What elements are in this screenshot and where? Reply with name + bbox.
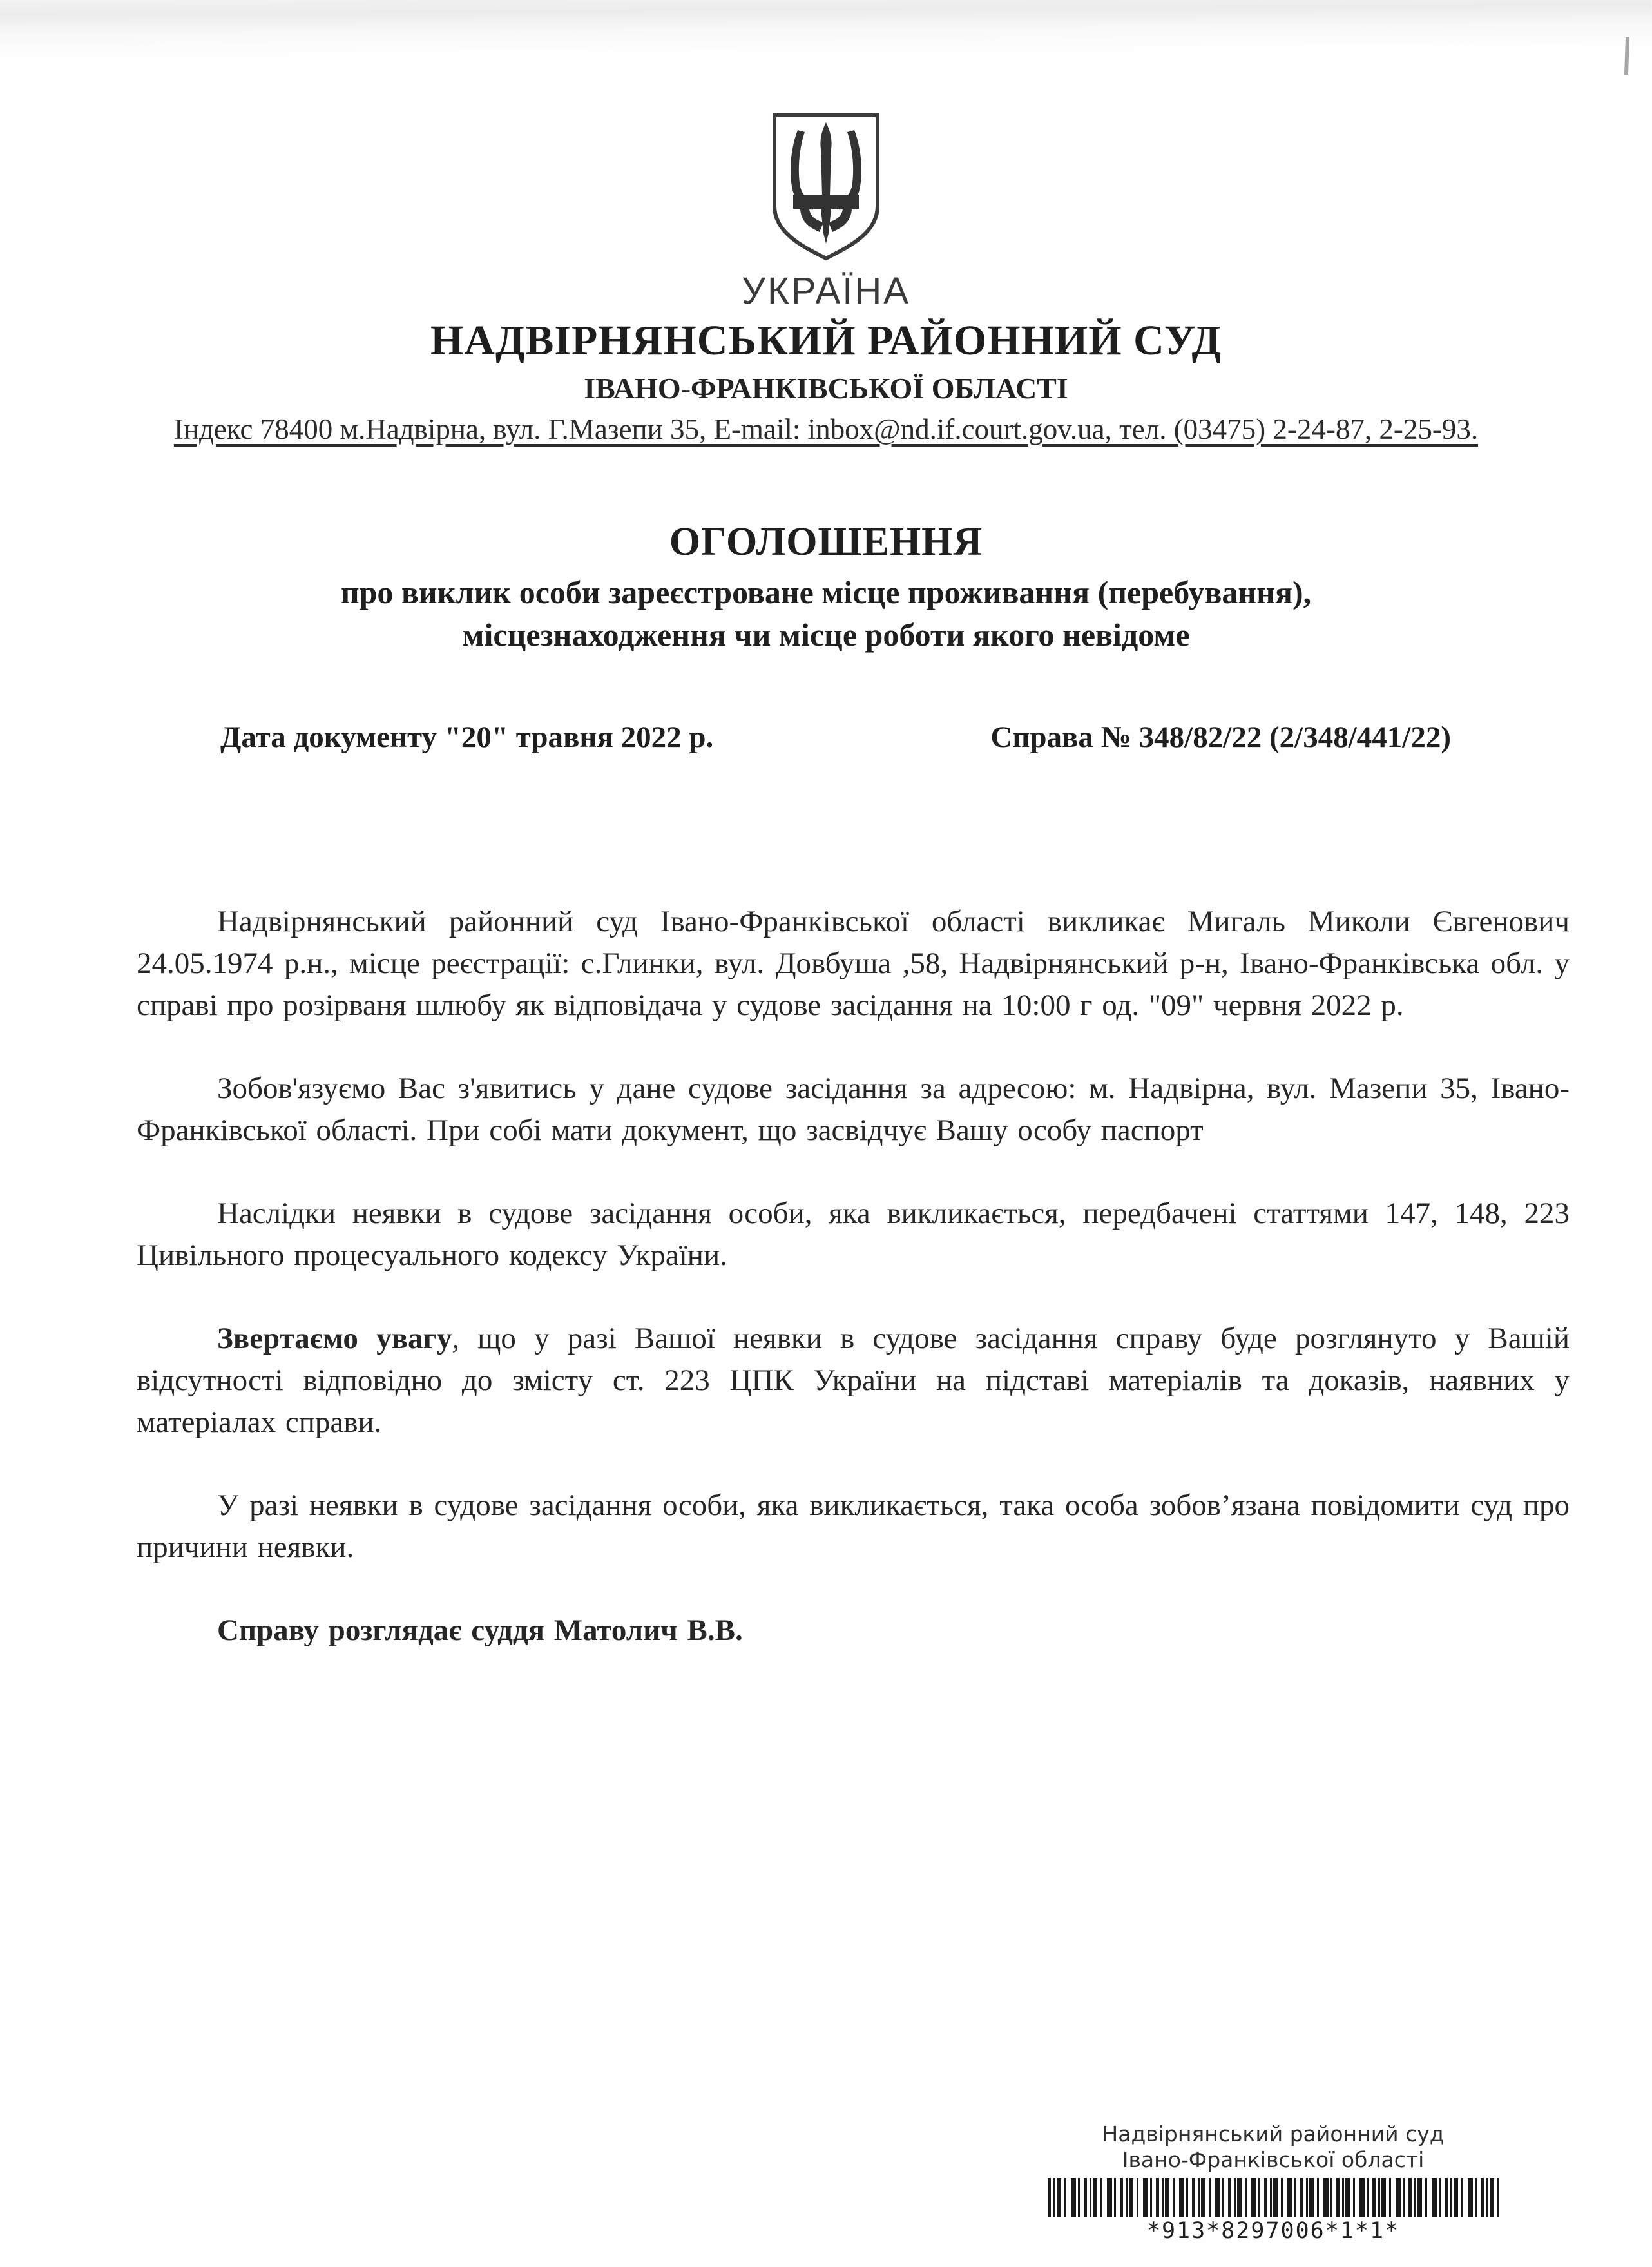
court-region: ІВАНО-ФРАНКІВСЬКОЇ ОБЛАСТІ [584,372,1068,405]
document-body [137,901,1570,1652]
paragraph-summons: Надвірнянський районний суд Івано-Франківської області викликає Мигаль Миколи Євгенович 24.05.1974 р.н., місце реєстрації: с.Глинки, вул. Довбуша ,58, Надвірнянський р-н, Івано-Франківська обл. у справі про розірваня шлюбу як відповідача у судове засідання на 10:00 г од. "09" червня 2022 р. [137,905,1570,1022]
barcode-number: *913*8297006*1*1* [1146,2218,1400,2244]
document-meta-row [137,718,1567,757]
country-name: УКРАЇНА [742,270,910,312]
footer-stamp [1028,2121,1518,2244]
paragraph-obligation: Зобов'язуємо Вас з'явитись у дане судове засідання за адресою: м. Надвірна, вул. Мазепи 35, Івано-Франківської області. При собі мати документ, що засвідчує Вашу особу паспорт [137,1072,1570,1147]
paragraph-consequences: Наслідки неявки в судове засідання особи, яка викликається, передбачені статтями 147, 148, 223 Цивільного процесуального кодексу України. [137,1197,1570,1272]
court-name: НАДВІРНЯНСЬКИЙ РАЙОННИЙ СУД [430,317,1222,364]
case-number: Справа № 348/82/22 (2/348/441/22) [990,720,1451,754]
letterhead [0,111,1652,447]
paragraph-attention [137,1318,1570,1443]
court-contact-line: Індекс 78400 м.Надвірна, вул. Г.Мазепи 35, E-mail: inbox@nd.if.court.gov.ua, тел. (03475) 2-24-87, 2-25-93. [173,413,1479,445]
document-date: Дата документу "20" травня 2022 р. [220,720,714,754]
footer-court-line2: Івано-Франківської області [1122,2147,1425,2172]
scan-artifact-right-mark [1624,37,1629,75]
footer-court-line1: Надвірнянський районний суд [1102,2121,1445,2146]
paragraph-attention-rest: , що у разі Вашої неявки в судове засідання справу буде розглянуто у Вашій відсутності відповідно до змісту ст. 223 ЦПК України на підставі матеріалів та доказів, наявних у матеріалах справи. [137,1322,1570,1439]
paragraph-attention-lead: Звертаємо увагу [217,1322,452,1355]
paragraph-notify: У разі неявки в судове засідання особи, яка викликається, така особа зобов’язана повідомити суд про причини неявки. [137,1489,1570,1564]
barcode-icon [1048,2178,1499,2217]
announcement-heading: ОГОЛОШЕННЯ [669,520,983,564]
announcement-subtitle-line1: про виклик особи зареєстроване місце проживання (перебування), [340,574,1312,610]
paragraph-judge: Справу розглядає суддя Матолич В.В. [217,1614,743,1647]
ukraine-trident-emblem-icon [760,111,892,264]
announcement-title [0,519,1652,656]
scan-artifact-top-edge [0,0,1652,57]
announcement-subtitle-line2: місцезнаходження чи місце роботи якого невідоме [462,617,1190,653]
